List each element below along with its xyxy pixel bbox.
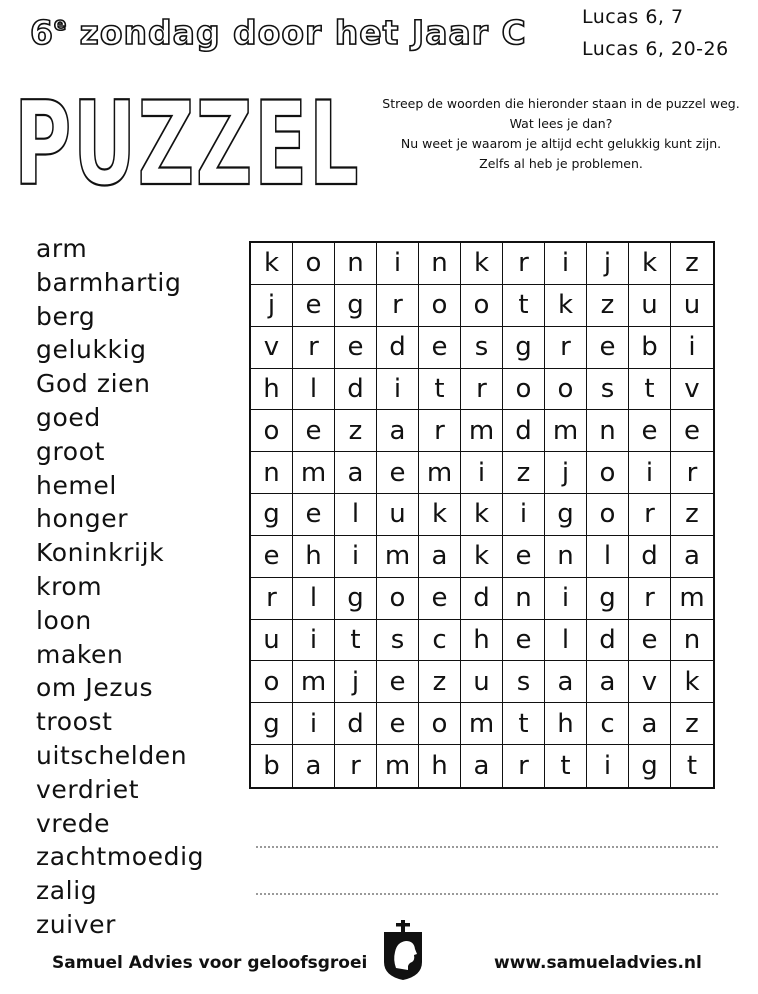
word-list-item: groot [36, 436, 105, 466]
grid-cell[interactable]: g [335, 578, 377, 620]
grid-cell[interactable]: g [629, 745, 671, 787]
grid-cell[interactable]: i [377, 369, 419, 411]
grid-cell[interactable]: m [293, 661, 335, 703]
grid-cell[interactable]: i [503, 494, 545, 536]
grid-cell[interactable]: h [461, 620, 503, 662]
word-list-item: zuiver [36, 909, 116, 939]
grid-cell[interactable]: d [503, 410, 545, 452]
grid-cell[interactable]: e [419, 578, 461, 620]
grid-cell[interactable]: v [251, 327, 293, 369]
grid-cell[interactable]: i [293, 620, 335, 662]
grid-cell[interactable]: n [419, 243, 461, 285]
grid-cell[interactable]: a [377, 410, 419, 452]
grid-cell[interactable]: s [377, 620, 419, 662]
grid-cell[interactable]: u [671, 285, 713, 327]
word-list-item: vrede [36, 808, 111, 838]
answer-line[interactable] [256, 893, 718, 895]
word-list-item: berg [36, 301, 96, 331]
grid-cell[interactable]: e [377, 452, 419, 494]
grid-cell[interactable]: a [335, 452, 377, 494]
grid-cell[interactable]: h [293, 536, 335, 578]
word-list-item: arm [36, 234, 88, 263]
grid-cell[interactable]: e [419, 327, 461, 369]
grid-cell[interactable]: n [503, 578, 545, 620]
grid-cell[interactable]: k [419, 494, 461, 536]
grid-cell[interactable]: o [503, 369, 545, 411]
word-list-item: honger [36, 504, 129, 534]
grid-cell[interactable]: k [545, 285, 587, 327]
word-list-item: verdriet [36, 774, 140, 804]
grid-cell[interactable]: r [503, 243, 545, 285]
grid-cell[interactable]: t [503, 285, 545, 327]
grid-cell[interactable]: t [545, 745, 587, 787]
grid-cell[interactable]: b [251, 745, 293, 787]
grid-cell[interactable]: h [545, 703, 587, 745]
grid-cell[interactable]: r [545, 327, 587, 369]
word-list-item: zalig [36, 876, 98, 906]
word-list-item: goed [36, 402, 101, 432]
grid-cell[interactable]: e [293, 285, 335, 327]
grid-cell[interactable]: i [293, 703, 335, 745]
grid-cell[interactable]: e [335, 327, 377, 369]
word-list-item: uitschelden [36, 740, 188, 770]
grid-cell[interactable]: g [545, 494, 587, 536]
grid-cell[interactable]: o [587, 494, 629, 536]
grid-cell[interactable]: o [461, 285, 503, 327]
grid-cell[interactable]: n [545, 536, 587, 578]
grid-cell[interactable]: r [251, 578, 293, 620]
grid-cell[interactable]: a [545, 661, 587, 703]
grid-cell[interactable]: d [629, 536, 671, 578]
word-list-item: loon [36, 605, 92, 635]
grid-cell[interactable]: m [419, 452, 461, 494]
instruction-line: Wat lees je dan? [509, 116, 613, 131]
grid-cell[interactable]: k [461, 243, 503, 285]
grid-cell[interactable]: s [503, 661, 545, 703]
instruction-line: Streep de woorden die hieronder staan in de puzzel weg. [382, 96, 740, 111]
grid-cell[interactable]: a [419, 536, 461, 578]
word-list [36, 232, 204, 942]
grid-cell[interactable]: i [671, 327, 713, 369]
grid-cell[interactable]: j [587, 243, 629, 285]
grid-cell[interactable]: z [671, 243, 713, 285]
word-list-item: zachtmoedig [36, 842, 205, 872]
grid-cell[interactable]: z [671, 703, 713, 745]
grid-cell[interactable]: c [587, 703, 629, 745]
grid-cell[interactable]: r [461, 369, 503, 411]
grid-cell[interactable]: t [503, 703, 545, 745]
word-list-item: krom [36, 571, 103, 601]
grid-cell[interactable]: z [419, 661, 461, 703]
grid-cell[interactable]: m [377, 745, 419, 787]
grid-cell[interactable]: m [293, 452, 335, 494]
grid-cell[interactable]: d [335, 703, 377, 745]
grid-cell[interactable]: r [377, 285, 419, 327]
grid-cell[interactable]: d [587, 620, 629, 662]
instructions [362, 94, 758, 174]
footer-website-link[interactable]: www.samueladvies.nl [494, 953, 702, 973]
grid-cell[interactable]: m [461, 703, 503, 745]
grid-cell[interactable]: u [629, 285, 671, 327]
grid-cell[interactable]: s [587, 369, 629, 411]
grid-cell[interactable]: r [629, 494, 671, 536]
grid-cell[interactable]: g [335, 285, 377, 327]
grid-cell[interactable]: i [545, 243, 587, 285]
grid-cell[interactable]: e [629, 620, 671, 662]
grid-cell[interactable]: h [419, 745, 461, 787]
word-list-item: hemel [36, 470, 117, 500]
grid-cell[interactable]: o [419, 285, 461, 327]
instruction-line: Nu weet je waarom je altijd echt gelukkig kunt zijn. [400, 136, 722, 151]
grid-cell[interactable]: u [251, 620, 293, 662]
grid-cell[interactable]: o [251, 410, 293, 452]
grid-cell[interactable]: e [587, 327, 629, 369]
grid-cell[interactable]: k [461, 494, 503, 536]
grid-cell[interactable]: e [251, 536, 293, 578]
grid-cell[interactable]: e [503, 620, 545, 662]
grid-cell[interactable]: g [503, 327, 545, 369]
grid-cell[interactable]: n [671, 620, 713, 662]
grid-cell[interactable]: d [461, 578, 503, 620]
grid-cell[interactable]: u [461, 661, 503, 703]
grid-cell[interactable]: e [629, 410, 671, 452]
word-list-item: maken [36, 639, 124, 669]
grid-cell[interactable]: o [419, 703, 461, 745]
grid-cell[interactable]: t [335, 620, 377, 662]
grid-cell[interactable]: z [671, 494, 713, 536]
grid-cell[interactable]: v [629, 661, 671, 703]
grid-cell[interactable]: s [461, 327, 503, 369]
samuel-advies-logo-icon [380, 920, 426, 980]
grid-cell[interactable]: r [335, 745, 377, 787]
grid-cell[interactable]: i [335, 536, 377, 578]
grid-cell[interactable]: i [587, 745, 629, 787]
word-list-item: gelukkig [36, 335, 147, 365]
grid-cell[interactable]: k [461, 536, 503, 578]
grid-cell[interactable]: n [251, 452, 293, 494]
grid-cell[interactable]: o [251, 661, 293, 703]
title-rest: zondag door het Jaar C [67, 13, 527, 52]
grid-cell[interactable]: e [377, 661, 419, 703]
title-superscript: e [53, 14, 68, 35]
grid-cell[interactable]: e [377, 703, 419, 745]
grid-cell[interactable]: h [251, 369, 293, 411]
answer-line[interactable] [256, 846, 718, 848]
grid-cell[interactable]: a [629, 703, 671, 745]
scripture-reference-2: Lucas 6, 20-26 [582, 38, 729, 60]
page-title [30, 6, 550, 60]
word-list-item: God zien [36, 369, 151, 399]
grid-cell[interactable]: e [503, 536, 545, 578]
grid-cell[interactable]: t [419, 369, 461, 411]
grid-cell[interactable]: e [293, 410, 335, 452]
puzzle-heading [14, 80, 364, 198]
grid-cell[interactable]: n [587, 410, 629, 452]
word-list-item: om Jezus [36, 673, 154, 703]
word-list-item: troost [36, 707, 113, 737]
grid-cell[interactable]: a [671, 536, 713, 578]
grid-cell[interactable]: c [419, 620, 461, 662]
grid-cell[interactable]: z [587, 285, 629, 327]
title-number: 6 [30, 13, 54, 52]
grid-cell[interactable]: g [251, 703, 293, 745]
grid-cell[interactable]: l [335, 494, 377, 536]
grid-cell[interactable]: k [671, 661, 713, 703]
scripture-reference-1: Lucas 6, 7 [582, 6, 684, 28]
grid-cell[interactable]: a [293, 745, 335, 787]
grid-cell[interactable]: o [377, 578, 419, 620]
grid-cell[interactable]: o [293, 243, 335, 285]
svg-text:PUZZEL: PUZZEL [14, 80, 360, 198]
grid-cell[interactable]: g [587, 578, 629, 620]
grid-cell[interactable]: m [377, 536, 419, 578]
grid-cell[interactable]: a [587, 661, 629, 703]
grid-cell[interactable]: g [251, 494, 293, 536]
grid-cell[interactable]: i [545, 578, 587, 620]
word-search-grid [249, 241, 715, 789]
grid-cell[interactable]: m [671, 578, 713, 620]
grid-cell[interactable]: r [671, 452, 713, 494]
grid-cell[interactable]: m [461, 410, 503, 452]
grid-cell[interactable]: r [629, 578, 671, 620]
grid-cell[interactable]: i [629, 452, 671, 494]
grid-cell[interactable]: r [293, 327, 335, 369]
grid-cell[interactable]: d [377, 327, 419, 369]
grid-cell[interactable]: l [545, 620, 587, 662]
footer-organisation: Samuel Advies voor geloofsgroei [52, 953, 368, 973]
grid-cell[interactable]: l [587, 536, 629, 578]
grid-cell[interactable]: l [293, 578, 335, 620]
grid-cell[interactable]: i [461, 452, 503, 494]
word-list-item: Koninkrijk [36, 538, 165, 568]
grid-cell[interactable]: r [503, 745, 545, 787]
grid-cell[interactable]: z [503, 452, 545, 494]
grid-cell[interactable]: i [377, 243, 419, 285]
grid-cell[interactable]: j [251, 285, 293, 327]
grid-cell[interactable]: u [377, 494, 419, 536]
grid-cell[interactable]: a [461, 745, 503, 787]
grid-cell[interactable]: n [335, 243, 377, 285]
grid-cell[interactable]: v [671, 369, 713, 411]
word-list-item: barmhartig [36, 267, 182, 297]
grid-cell[interactable]: r [419, 410, 461, 452]
grid-cell[interactable]: t [629, 369, 671, 411]
grid-cell[interactable]: m [545, 410, 587, 452]
grid-cell[interactable]: e [671, 410, 713, 452]
grid-cell[interactable]: e [293, 494, 335, 536]
grid-cell[interactable]: b [629, 327, 671, 369]
grid-cell[interactable]: d [335, 369, 377, 411]
svg-text:6e zondag door het Jaar C [30, 13, 527, 52]
grid-cell[interactable]: k [251, 243, 293, 285]
instruction-line: Zelfs al heb je problemen. [479, 156, 643, 171]
grid-cell[interactable]: o [587, 452, 629, 494]
grid-cell[interactable]: z [335, 410, 377, 452]
grid-cell[interactable]: t [686, 751, 698, 782]
grid-cell[interactable]: l [293, 369, 335, 411]
grid-cell[interactable]: o [545, 369, 587, 411]
grid-cell[interactable]: j [335, 661, 377, 703]
grid-cell[interactable]: j [545, 452, 587, 494]
grid-cell[interactable]: k [629, 243, 671, 285]
